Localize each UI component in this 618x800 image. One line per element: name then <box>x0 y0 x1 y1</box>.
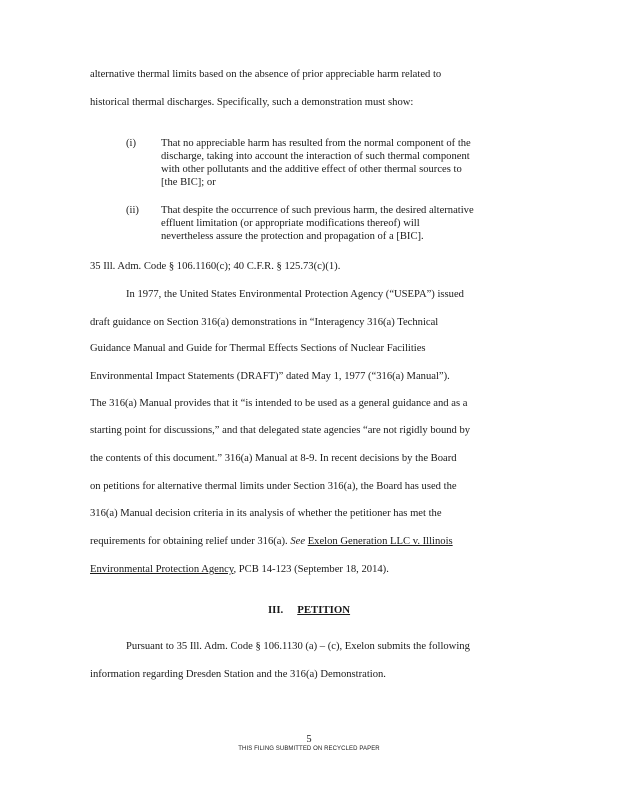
case-name: Environmental Protection Agency <box>90 564 234 575</box>
paragraph-line: Pursuant to 35 Ill. Adm. Code § 106.1130 (a) – (c), Exelon submits the following <box>126 641 470 652</box>
paragraph-line: historical thermal discharges. Specifically, such a demonstration must show: <box>90 97 414 108</box>
block-quote-line: effluent limitation (or appropriate modifications thereof) will <box>161 218 420 229</box>
paragraph-line: In 1977, the United States Environmental Protection Agency (“USEPA”) issued <box>126 289 464 300</box>
list-marker: (i) <box>126 138 136 149</box>
footer-note: THIS FILING SUBMITTED ON RECYCLED PAPER <box>238 746 380 752</box>
paragraph-line: alternative thermal limits based on the absence of prior appreciable harm related to <box>90 69 442 80</box>
paragraph-line: The 316(a) Manual provides that it “is intended to be used as a general guidance and as a <box>90 398 468 409</box>
paragraph-line: information regarding Dresden Station and the 316(a) Demonstration. <box>90 669 386 680</box>
block-quote-line: That no appreciable harm has resulted from the normal component of the <box>161 138 471 149</box>
block-quote-line: That despite the occurrence of such previous harm, the desired alternative <box>161 205 474 216</box>
paragraph-line: 316(a) Manual decision criteria in its analysis of whether the petitioner has met the <box>90 508 442 519</box>
section-heading <box>0 604 618 617</box>
text-run: , PCB 14-123 (September 18, 2014). <box>233 564 389 575</box>
block-quote-line: nevertheless assure the protection and propagation of a [BIC]. <box>161 231 424 242</box>
section-number: III. <box>267 604 284 616</box>
signal-word: See <box>290 536 306 547</box>
block-quote-line: discharge, taking into account the interaction of such thermal component <box>161 151 470 162</box>
paragraph-line: draft guidance on Section 316(a) demonstrations in “Interagency 316(a) Technical <box>90 317 439 328</box>
list-marker: (ii) <box>126 205 139 216</box>
page-number: 5 <box>306 734 312 745</box>
paragraph-line <box>90 535 453 548</box>
citation-line: 35 Ill. Adm. Code § 106.1160(c); 40 C.F.R. § 125.73(c)(1). <box>90 261 341 272</box>
paragraph-line <box>90 563 389 576</box>
paragraph-line: starting point for discussions,” and that delegated state agencies “are not rigidly bound by <box>90 425 471 436</box>
paragraph-line: the contents of this document.” 316(a) Manual at 8-9. In recent decisions by the Board <box>90 453 457 464</box>
paragraph-line: on petitions for alternative thermal limits under Section 316(a), the Board has used the <box>90 481 457 492</box>
block-quote-line: [the BIC]; or <box>161 177 216 188</box>
section-title: PETITION <box>297 604 351 616</box>
case-name: Exelon Generation LLC v. Illinois <box>307 536 453 547</box>
block-quote-line: with other pollutants and the additive effect of other thermal sources to <box>161 164 462 175</box>
paragraph-line: Guidance Manual and Guide for Thermal Effects Sections of Nuclear Facilities <box>90 343 426 354</box>
text-run: requirements for obtaining relief under 316(a). <box>90 536 291 547</box>
paragraph-line: Environmental Impact Statements (DRAFT)” dated May 1, 1977 (“316(a) Manual”). <box>90 371 450 382</box>
